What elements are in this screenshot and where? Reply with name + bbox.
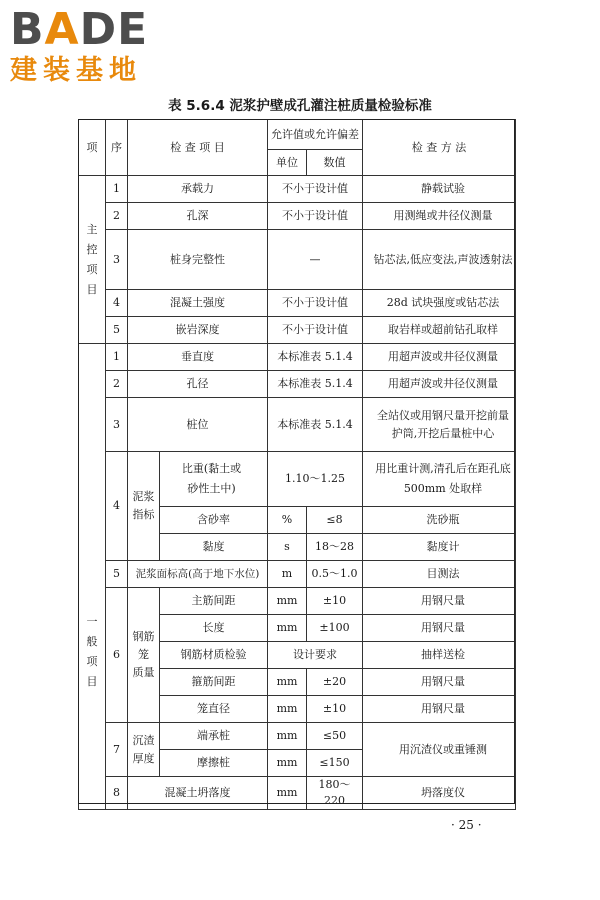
table-row [79,120,516,150]
item-name: 嵌岩深度 [128,317,268,344]
table-row [79,230,516,290]
item-name: 垂直度 [128,344,268,371]
row-number: 4 [106,452,128,561]
tolerance-value: 不小于设计值 [268,203,363,230]
table-row [79,290,516,317]
group-label: 钢筋笼 质量 [128,588,160,723]
item-name: 混凝土坍落度 [128,777,268,810]
check-method: 用超声波或井径仪测量 [363,371,516,398]
check-method: 钻芯法,低应变法,声波透射法 [363,230,516,290]
tolerance-value: ≤8 [307,507,363,534]
item-name: 比重(黏土或砂性土中) [160,452,268,507]
logo-subtitle: 建装基地 [10,55,142,86]
item-name: 箍筋间距 [160,669,268,696]
tolerance-value: ±10 [307,696,363,723]
unit: m [268,561,307,588]
row-number: 5 [106,317,128,344]
tolerance-value: 本标准表 5.1.4 [268,398,363,452]
item-name: 端承桩 [160,723,268,750]
check-method: 用超声波或井径仪测量 [363,344,516,371]
header-category: 项 [79,120,106,176]
table-row [79,344,516,371]
check-method: 用钢尺量 [363,669,516,696]
check-method: 用沉渣仪或重锤测 [363,723,516,777]
item-name: 桩位 [128,398,268,452]
tolerance-value: ±10 [307,588,363,615]
tolerance-value: 0.5～1.0 [307,561,363,588]
table-row [79,452,516,507]
header-method: 检 查 方 法 [363,120,516,176]
check-method: 静载试验 [363,176,516,203]
check-method: 全站仪或用钢尺量开挖前量护筒,开挖后量桩中心 [363,398,516,452]
tolerance-value: ≤150 [307,750,363,777]
table-row [79,317,516,344]
header-item: 检 查 项 目 [128,120,268,176]
tolerance-value: 不小于设计值 [268,176,363,203]
tolerance-value: ±20 [307,669,363,696]
table-row [79,588,516,615]
item-name: 黏度 [160,534,268,561]
table-row [79,777,516,810]
item-name: 含砂率 [160,507,268,534]
general-items-label: 一 般 项 目 [79,344,106,810]
item-name: 桩身完整性 [128,230,268,290]
unit: mm [268,669,307,696]
table-title: 表 5.6.4 泥浆护壁成孔灌注桩质量检验标准 [168,98,432,114]
row-number: 4 [106,290,128,317]
header-value: 数值 [307,150,363,176]
bade-logo [10,6,180,88]
row-number: 3 [106,230,128,290]
page-number: · 25 · [451,818,482,832]
row-number: 1 [106,176,128,203]
unit: mm [268,723,307,750]
unit: mm [268,750,307,777]
item-name: 主筋间距 [160,588,268,615]
row-number: 8 [106,777,128,810]
row-number: 5 [106,561,128,588]
item-name: 泥浆面标高(高于地下水位) [128,561,268,588]
table-row [79,561,516,588]
tolerance-value: 本标准表 5.1.4 [268,344,363,371]
unit: mm [268,588,307,615]
tolerance-value: 不小于设计值 [268,290,363,317]
header-seq: 序 [106,120,128,176]
unit: % [268,507,307,534]
header-tolerance: 允许值或允许偏差 [268,120,363,150]
item-name: 承载力 [128,176,268,203]
check-method: 抽样送检 [363,642,516,669]
check-method: 用钢尺量 [363,696,516,723]
check-method: 取岩样或超前钻孔取样 [363,317,516,344]
check-method: 用钢尺量 [363,588,516,615]
table-row [79,371,516,398]
table-row [79,176,516,203]
check-method: 用钢尺量 [363,615,516,642]
tolerance-value: ≤50 [307,723,363,750]
row-number: 3 [106,398,128,452]
tolerance-value: — [268,230,363,290]
item-name: 长度 [160,615,268,642]
tolerance-value: 180～220 [307,777,363,810]
main-items-label: 主 控 项 目 [79,176,106,344]
item-name: 钢筋材质检验 [160,642,268,669]
group-label: 沉渣 厚度 [128,723,160,777]
row-number: 7 [106,723,128,777]
row-number: 2 [106,203,128,230]
logo-brand: B A DE [10,4,149,55]
unit: mm [268,615,307,642]
tolerance-value: 1.10～1.25 [268,452,363,507]
item-name: 孔径 [128,371,268,398]
check-method: 用比重计测,清孔后在距孔底 500mm 处取样 [363,452,516,507]
row-number: 2 [106,371,128,398]
unit: s [268,534,307,561]
table-row [79,723,516,750]
check-method: 黏度计 [363,534,516,561]
unit: mm [268,777,307,810]
check-method: 坍落度仪 [363,777,516,810]
item-name: 摩擦桩 [160,750,268,777]
check-method: 28d 试块强度或钻芯法 [363,290,516,317]
group-label: 泥浆 指标 [128,452,160,561]
tolerance-value: 设计要求 [268,642,363,669]
header-unit: 单位 [268,150,307,176]
row-number: 6 [106,588,128,723]
unit: mm [268,696,307,723]
inspection-table [78,119,516,810]
row-number: 1 [106,344,128,371]
check-method: 洗砂瓶 [363,507,516,534]
check-method: 用测绳或井径仪测量 [363,203,516,230]
item-name: 混凝土强度 [128,290,268,317]
item-name: 孔深 [128,203,268,230]
check-method: 目测法 [363,561,516,588]
tolerance-value: 不小于设计值 [268,317,363,344]
table-row [79,398,516,452]
tolerance-value: ±100 [307,615,363,642]
tolerance-value: 18～28 [307,534,363,561]
item-name: 笼直径 [160,696,268,723]
table-row [79,203,516,230]
tolerance-value: 本标准表 5.1.4 [268,371,363,398]
